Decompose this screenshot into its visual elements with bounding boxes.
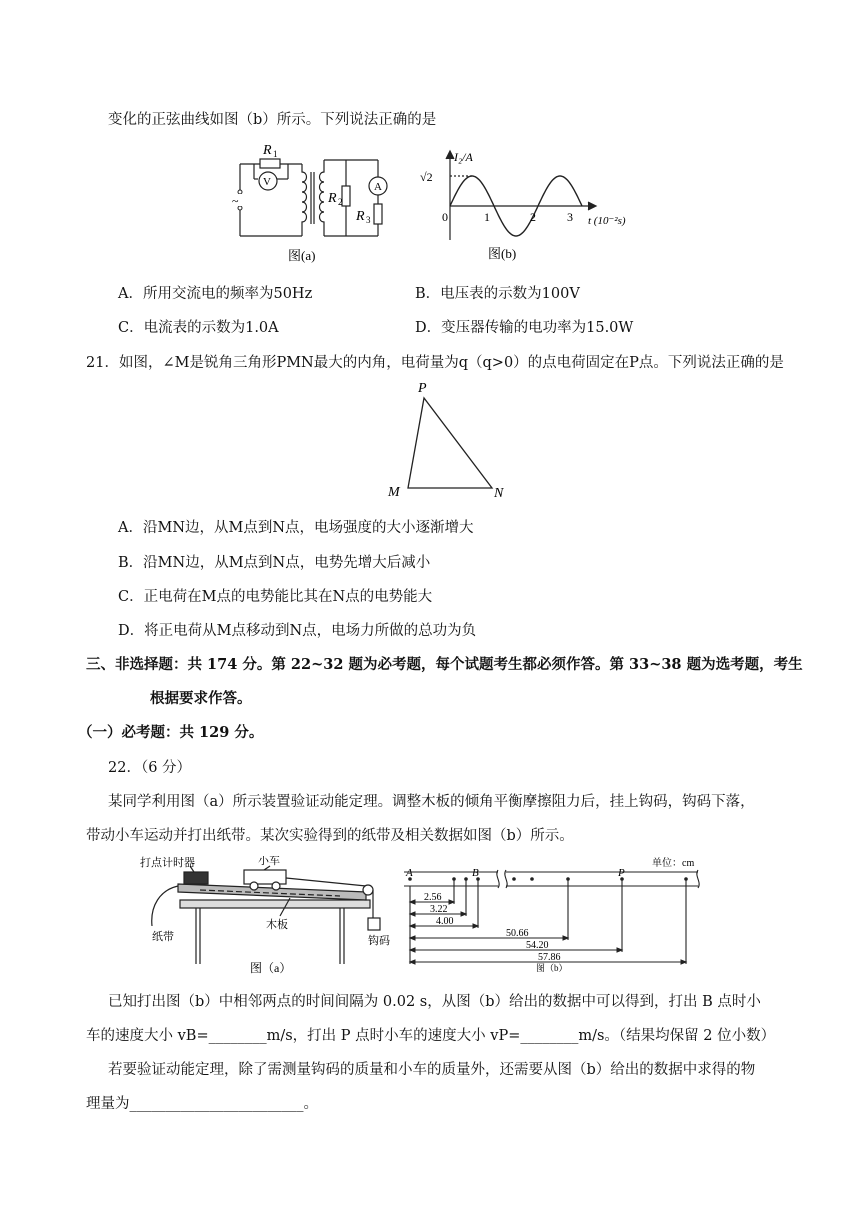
section3-line1: 三、非选择题：共 174 分。第 22~32 题为必考题，每个试题考生都必须作答。第 33~38 题为选考题，考生 [86, 656, 803, 673]
fig22a-caption: 图（a） [250, 961, 292, 975]
q22-p3-line2: 理量为________________________。 [86, 1096, 318, 1112]
svg-text:R: R [263, 143, 272, 158]
q22-p3-line1: 若要验证动能定理，除了需测量钩码的质量和小车的质量外，还需要从图（b）给出的数据中求得的物 [108, 1062, 756, 1078]
q22-number: 22．（6 分） [108, 760, 192, 776]
intro-line: 变化的正弦曲线如图（b）所示。下列说法正确的是 [108, 112, 437, 128]
dist-3: 4.00 [436, 916, 454, 927]
dist-1: 2.56 [424, 892, 442, 903]
q21-option-d[interactable]: D．将正电荷从M点移动到N点，电场力所做的总功为负 [118, 623, 477, 639]
svg-text:V: V [263, 176, 271, 188]
svg-text:P: P [418, 381, 427, 396]
tape-unit: 单位：cm [652, 858, 695, 869]
graph-xlabel: t (10⁻²s) [588, 215, 626, 227]
svg-text:P: P [618, 867, 625, 879]
section3-line2: 根据要求作答。 [150, 690, 252, 707]
q22-p1-line2: 带动小车运动并打出纸带。某次实验得到的纸带及相关数据如图（b）所示。 [86, 828, 574, 844]
q20-option-c[interactable]: C．电流表的示数为1.0A [118, 320, 279, 336]
apparatus-figure-a [140, 856, 400, 978]
triangle-pmn-figure [380, 376, 520, 502]
label-board: 木板 [266, 919, 288, 931]
sine-graph-figure-b [412, 140, 652, 268]
graph-ymark: √2 [420, 170, 433, 184]
fig22b-caption: 图（b） [536, 963, 568, 973]
circuit-figure-a [228, 134, 398, 266]
dist-5: 54.20 [526, 940, 549, 951]
svg-text:R: R [328, 191, 337, 206]
label-cart: 小车 [258, 856, 280, 867]
svg-text:A: A [406, 867, 413, 879]
svg-text:A: A [374, 181, 382, 193]
fig-a-caption: 图(a) [288, 248, 316, 263]
svg-text:B: B [472, 867, 479, 879]
q20-option-b[interactable]: B．电压表的示数为100V [415, 286, 580, 302]
q20-option-d[interactable]: D．变压器传输的电功率为15.0W [415, 320, 634, 336]
q21-option-c[interactable]: C．正电荷在M点的电势能比其在N点的电势能大 [118, 589, 433, 605]
xtick-3: 3 [567, 210, 573, 224]
graph-ylabel: I₂/A [454, 150, 473, 164]
q22-p1-line1: 某同学利用图（a）所示装置验证动能定理。调整木板的倾角平衡摩擦阻力后，挂上钩码，钩码下落， [108, 794, 755, 810]
q21-option-b[interactable]: B．沿MN边，从M点到N点，电势先增大后减小 [118, 555, 431, 571]
svg-text:3: 3 [366, 215, 371, 225]
q20-option-a[interactable]: A．所用交流电的频率为50Hz [118, 286, 313, 302]
svg-text:R: R [356, 209, 365, 224]
svg-text:2: 2 [338, 197, 343, 207]
label-timer: 打点计时器 [140, 857, 195, 869]
ac-source-symbol: ~ [232, 194, 239, 208]
label-tape: 纸带 [152, 931, 174, 943]
svg-text:M: M [388, 485, 400, 500]
dist-2: 3.22 [430, 904, 448, 915]
dist-4: 50.66 [506, 928, 529, 939]
resistor-r3 [374, 204, 382, 224]
svg-text:N: N [494, 486, 504, 501]
fig-b-caption: 图(b) [488, 246, 517, 261]
q22-p2-line1: 已知打出图（b）中相邻两点的时间间隔为 0.02 s，从图（b）给出的数据中可以得到，打出 B 点时小 [108, 994, 761, 1010]
q21-option-a[interactable]: A．沿MN边，从M点到N点，电场强度的大小逐渐增大 [118, 520, 474, 536]
q22-p2-line2: 车的速度大小 vB=________m/s，打出 P 点时小车的速度大小 vP=________m/s。（结果均保留 2 位小数） [86, 1028, 776, 1044]
label-weight: 钩码 [368, 935, 390, 947]
svg-text:1: 1 [273, 149, 278, 159]
xtick-1: 1 [484, 210, 490, 224]
dist-6: 57.86 [538, 952, 561, 963]
section3-sub: （一）必考题：共 129 分。 [78, 724, 264, 741]
resistor-r1 [260, 159, 280, 168]
xtick-0: 0 [442, 210, 448, 224]
tape-figure-b [402, 854, 708, 974]
q21-stem: 21．如图，∠M是锐角三角形PMN最大的内角，电荷量为q（q>0）的点电荷固定在P点。下列说法正确的是 [86, 355, 784, 371]
resistor-r2 [342, 186, 350, 206]
xtick-2: 2 [530, 210, 536, 224]
